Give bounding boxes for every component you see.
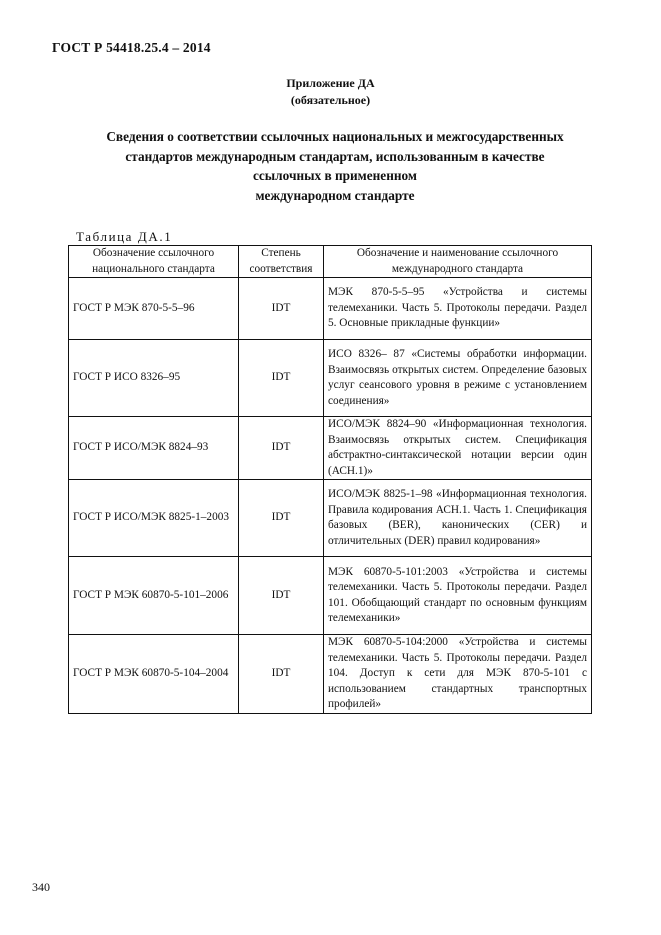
table-row (69, 557, 592, 635)
international-standard-cell: ИСО/МЭК 8824–90 «Информационная технология. Взаимосвязь открытых систем. Спецификация абстрактно-синтаксической нотации версии один (АСН.1)» (324, 417, 592, 480)
table-row (69, 480, 592, 557)
national-standard-cell: ГОСТ Р МЭК 60870-5-104–2004 (69, 635, 239, 714)
standards-table (68, 245, 592, 714)
table-row (69, 340, 592, 417)
table-row (69, 278, 592, 340)
table-row (69, 417, 592, 480)
national-standard-cell: ГОСТ Р МЭК 870-5-5–96 (69, 278, 239, 340)
degree-cell: IDT (239, 278, 324, 340)
national-standard-cell: ГОСТ Р ИСО 8326–95 (69, 340, 239, 417)
international-standard-cell: МЭК 60870-5-104:2000 «Устройства и системы телемеханики. Часть 5. Протоколы передачи. Раздел 104. Доступ к сети для МЭК 870-5-101 с использованием стандартных транспортных профилей» (324, 635, 592, 714)
international-standard-cell: МЭК 60870-5-101:2003 «Устройства и системы телемеханики. Часть 5. Протоколы передачи. Раздел 101. Обобщающий стандарт по основным функциям телемеханики» (324, 557, 592, 635)
international-standard-cell: ИСО 8326– 87 «Системы обработки информации. Взаимосвязь открытых систем. Определение базовых услуг сеансового уровня в режиме с установлением соединения» (324, 340, 592, 417)
heading-line: международном стандарте (255, 187, 415, 203)
appendix-title: Приложение ДА (286, 76, 375, 90)
heading-line: ссылочных в примененном (253, 168, 417, 183)
heading-line: стандартов международным стандартам, использованным в качестве (125, 148, 545, 164)
national-standard-cell: ГОСТ Р МЭК 60870-5-101–2006 (69, 557, 239, 635)
appendix-block (0, 75, 661, 109)
table-caption: Таблица ДА.1 (76, 229, 173, 244)
table-row (69, 635, 592, 714)
international-standard-cell: ИСО/МЭК 8825-1–98 «Информационная технология. Правила кодирования АСН.1. Часть 1. Спецификация базовых (BER), канонических (CER) и отличительных (DER) правил кодирования» (324, 480, 592, 557)
column-header-degree: Степень соответствия (239, 246, 324, 278)
national-standard-cell: ГОСТ Р ИСО/МЭК 8824–93 (69, 417, 239, 480)
degree-cell: IDT (239, 635, 324, 714)
column-header-national: Обозначение ссылочного национального стандарта (69, 246, 239, 278)
degree-cell: IDT (239, 340, 324, 417)
table-header-row (69, 246, 592, 278)
heading-line: Сведения о соответствии ссылочных национальных и межгосударственных (106, 129, 564, 144)
appendix-status: (обязательное) (290, 93, 371, 107)
column-header-international: Обозначение и наименование ссылочного международного стандарта (324, 246, 592, 278)
international-standard-cell: МЭК 870-5-5–95 «Устройства и системы телемеханики. Часть 5. Протоколы передачи. Раздел 5. Основные прикладные функции» (324, 278, 592, 340)
section-heading (55, 127, 615, 205)
page-number: 340 (32, 880, 50, 894)
degree-cell: IDT (239, 480, 324, 557)
national-standard-cell: ГОСТ Р ИСО/МЭК 8825-1–2003 (69, 480, 239, 557)
degree-cell: IDT (239, 417, 324, 480)
degree-cell: IDT (239, 557, 324, 635)
document-code: ГОСТ Р 54418.25.4 – 2014 (52, 40, 211, 55)
